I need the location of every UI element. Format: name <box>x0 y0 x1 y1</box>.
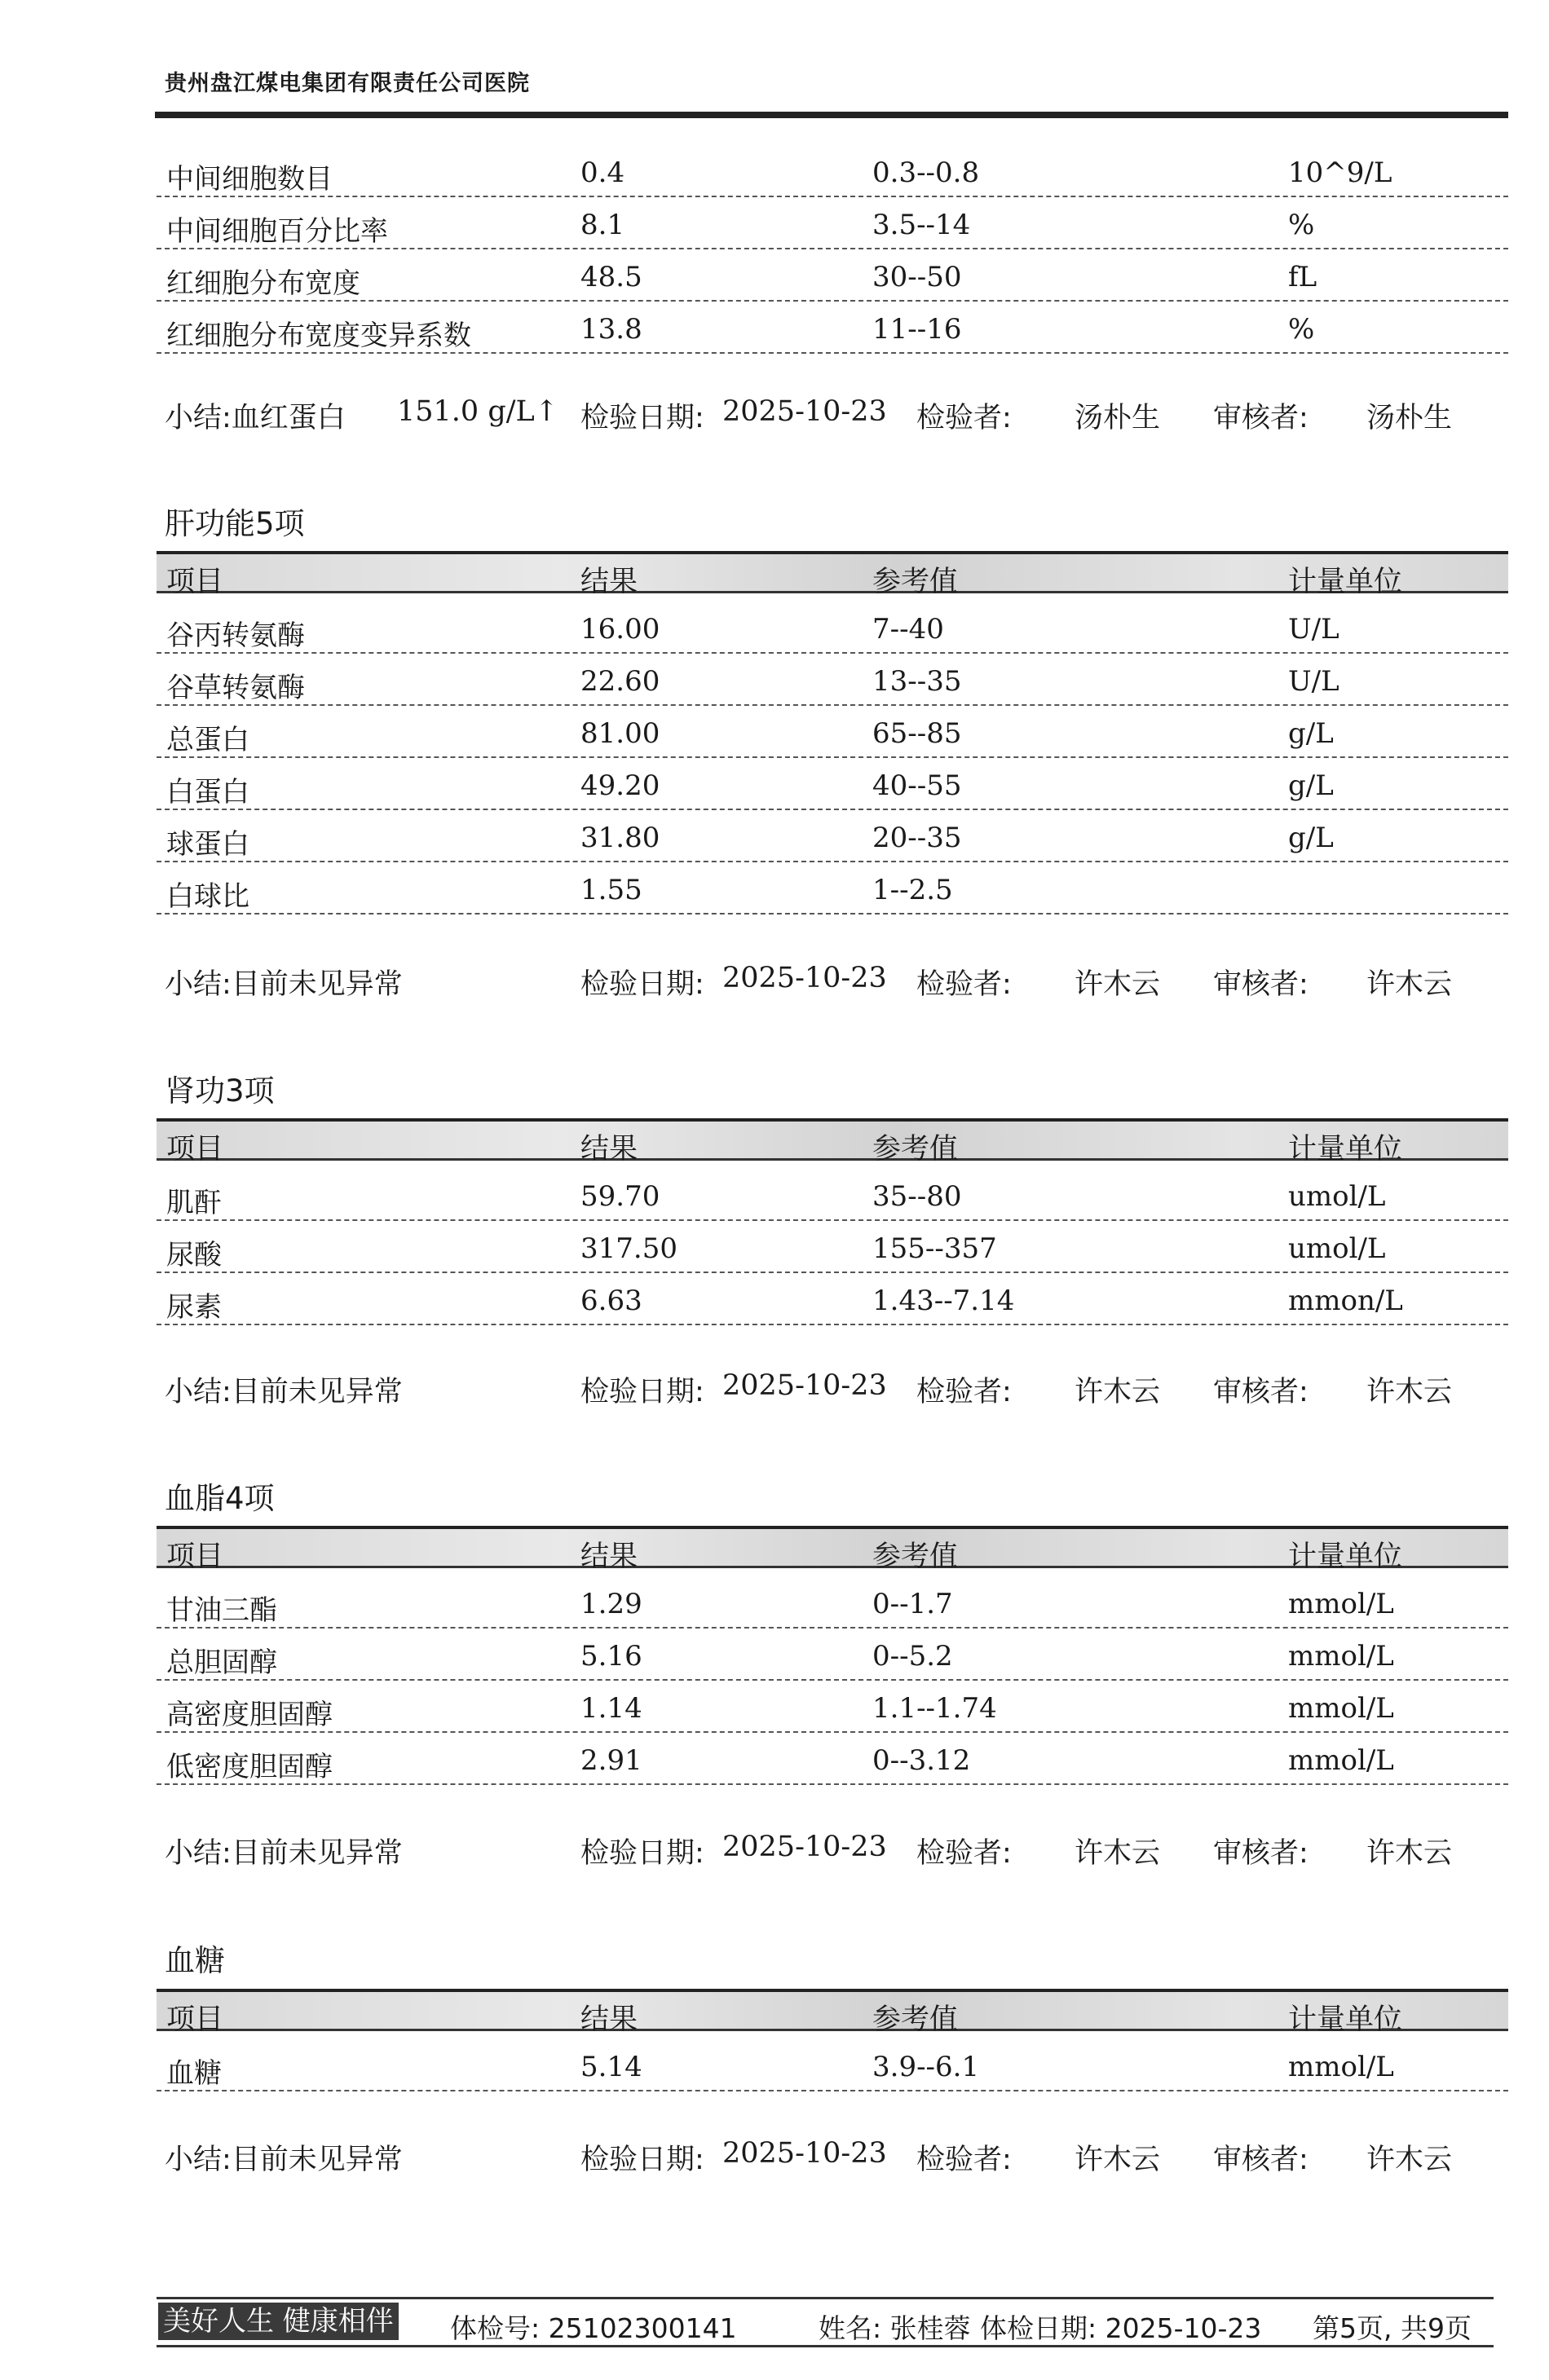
item-ref: 3.9--6.1 <box>872 2051 980 2083</box>
col-ref: 参考值 <box>872 566 959 598</box>
inspector-label: 检验者: <box>916 1837 1012 1870</box>
item-name: 球蛋白 <box>166 828 249 861</box>
summary-text: 小结:目前未见异常 <box>165 1376 403 1408</box>
table-header <box>157 1526 1508 1573</box>
item-result: 2.91 <box>580 1744 642 1777</box>
col-item: 项目 <box>166 566 224 598</box>
table-row <box>157 1629 1508 1681</box>
table-row <box>157 1221 1508 1273</box>
item-result: 16.00 <box>580 613 660 646</box>
col-ref: 参考值 <box>872 1133 959 1166</box>
table-header <box>157 551 1508 598</box>
item-name: 红细胞分布宽度 <box>166 267 360 300</box>
reviewer-label: 审核者: <box>1213 402 1308 434</box>
item-ref: 1.1--1.74 <box>872 1692 997 1725</box>
section-title-liver: 肝功能5项 <box>165 506 305 541</box>
summary-blood <box>0 395 1549 436</box>
table-row <box>157 2039 1508 2091</box>
item-name: 高密度胆固醇 <box>166 1699 333 1731</box>
section-title-glucose: 血糖 <box>165 1943 225 1978</box>
item-ref: 155--357 <box>872 1232 997 1265</box>
item-ref: 11--16 <box>872 313 962 346</box>
inspector-label: 检验者: <box>916 1376 1012 1408</box>
item-ref: 0--1.7 <box>872 1588 953 1620</box>
item-unit: % <box>1288 209 1315 241</box>
reviewer-name: 汤朴生 <box>1366 402 1453 434</box>
reviewer-label: 审核者: <box>1213 1837 1308 1870</box>
reviewer-name: 许木云 <box>1366 1376 1453 1408</box>
item-unit: g/L <box>1288 769 1334 802</box>
item-ref: 1--2.5 <box>872 874 953 906</box>
item-name: 谷丙转氨酶 <box>166 619 305 652</box>
item-name: 中间细胞数目 <box>166 163 333 196</box>
table-header <box>157 1118 1508 1166</box>
item-name: 白蛋白 <box>166 776 249 809</box>
item-result: 8.1 <box>580 209 625 241</box>
col-unit: 计量单位 <box>1288 1540 1403 1573</box>
exam-date: 2025-10-23 <box>722 962 887 994</box>
table-row <box>157 1576 1508 1629</box>
col-unit: 计量单位 <box>1288 2003 1403 2036</box>
item-unit: U/L <box>1288 665 1339 698</box>
summary-text: 小结:血红蛋白 <box>165 402 346 434</box>
inspector-name: 许木云 <box>1075 2144 1161 2176</box>
item-result: 0.4 <box>580 156 625 189</box>
item-name: 尿酸 <box>166 1239 222 1272</box>
date-label: 检验日期: <box>580 1837 704 1870</box>
item-result: 81.00 <box>580 717 660 750</box>
item-ref: 1.43--7.14 <box>872 1285 1015 1317</box>
page-number: 第5页, 共9页 <box>1313 2312 1472 2344</box>
item-result: 49.20 <box>580 769 660 802</box>
item-unit: mmol/L <box>1288 1640 1394 1673</box>
date-label: 检验日期: <box>580 968 704 1001</box>
item-unit: mmol/L <box>1288 1744 1394 1777</box>
section-title-lipid: 血脂4项 <box>165 1481 275 1516</box>
col-ref: 参考值 <box>872 2003 959 2036</box>
table-row <box>157 197 1508 249</box>
item-unit: g/L <box>1288 717 1334 750</box>
item-ref: 20--35 <box>872 822 962 854</box>
item-ref: 40--55 <box>872 769 962 802</box>
summary-text: 小结:目前未见异常 <box>165 2144 403 2176</box>
item-unit: g/L <box>1288 822 1334 854</box>
item-name: 中间细胞百分比率 <box>166 215 388 248</box>
inspector-label: 检验者: <box>916 402 1012 434</box>
reviewer-name: 许木云 <box>1366 968 1453 1001</box>
reviewer-name: 许木云 <box>1366 2144 1453 2176</box>
summary-text: 小结:目前未见异常 <box>165 968 403 1001</box>
exam-date: 2025-10-23 <box>722 2137 887 2170</box>
item-result: 5.16 <box>580 1640 642 1673</box>
item-unit: mmon/L <box>1288 1285 1403 1317</box>
col-result: 结果 <box>580 566 638 598</box>
item-name: 总蛋白 <box>166 724 249 756</box>
table-row <box>157 758 1508 810</box>
table-row <box>157 145 1508 197</box>
section-title-kidney: 肾功3项 <box>165 1073 275 1108</box>
item-ref: 7--40 <box>872 613 944 646</box>
item-result: 13.8 <box>580 313 642 346</box>
exam-date: 2025-10-23 <box>722 395 887 428</box>
col-result: 结果 <box>580 1540 638 1573</box>
item-ref: 0--3.12 <box>872 1744 971 1777</box>
col-result: 结果 <box>580 2003 638 2036</box>
exam-number: 体检号: 25102300141 <box>450 2312 737 2344</box>
summary-text: 小结:目前未见异常 <box>165 1837 403 1870</box>
item-unit: mmol/L <box>1288 1692 1394 1725</box>
item-ref: 3.5--14 <box>872 209 971 241</box>
page-footer <box>157 2297 1494 2347</box>
exam-date: 2025-10-23 <box>722 1831 887 1863</box>
item-result: 1.14 <box>580 1692 642 1725</box>
col-item: 项目 <box>166 1133 224 1166</box>
table-row <box>157 1733 1508 1785</box>
date-label: 检验日期: <box>580 1376 704 1408</box>
footer-exam-date: 体检日期: 2025-10-23 <box>980 2312 1262 2344</box>
item-name: 尿素 <box>166 1291 222 1324</box>
item-ref: 0.3--0.8 <box>872 156 980 189</box>
item-name: 白球比 <box>166 880 249 913</box>
item-result: 31.80 <box>580 822 660 854</box>
exam-date: 2025-10-23 <box>722 1369 887 1402</box>
date-label: 检验日期: <box>580 402 704 434</box>
reviewer-label: 审核者: <box>1213 1376 1308 1408</box>
summary-lipid <box>0 1831 1549 1871</box>
reviewer-label: 审核者: <box>1213 2144 1308 2176</box>
item-unit: 10^9/L <box>1288 156 1392 189</box>
inspector-label: 检验者: <box>916 2144 1012 2176</box>
inspector-name: 许木云 <box>1075 968 1161 1001</box>
inspector-name: 汤朴生 <box>1075 402 1161 434</box>
col-result: 结果 <box>580 1133 638 1166</box>
summary-liver <box>0 962 1549 1003</box>
item-ref: 0--5.2 <box>872 1640 953 1673</box>
summary-value: 151.0 g/L↑ <box>397 395 559 428</box>
item-name: 总胆固醇 <box>166 1646 277 1679</box>
item-unit: mmol/L <box>1288 1588 1394 1620</box>
item-unit: U/L <box>1288 613 1339 646</box>
item-name: 甘油三酯 <box>166 1594 277 1627</box>
table-row <box>157 1273 1508 1325</box>
inspector-name: 许木云 <box>1075 1376 1161 1408</box>
item-ref: 30--50 <box>872 261 962 293</box>
item-name: 谷草转氨酶 <box>166 672 305 704</box>
inspector-label: 检验者: <box>916 968 1012 1001</box>
item-unit: umol/L <box>1288 1180 1386 1213</box>
patient-name: 姓名: 张桂蓉 <box>819 2312 971 2344</box>
inspector-name: 许木云 <box>1075 1837 1161 1870</box>
table-row <box>157 249 1508 302</box>
date-label: 检验日期: <box>580 2144 704 2176</box>
table-row <box>157 602 1508 654</box>
item-name: 肌酐 <box>166 1187 222 1219</box>
item-result: 6.63 <box>580 1285 642 1317</box>
col-item: 项目 <box>166 2003 224 2036</box>
table-row <box>157 1169 1508 1221</box>
item-unit: fL <box>1288 261 1317 293</box>
table-row <box>157 1681 1508 1733</box>
item-unit: umol/L <box>1288 1232 1386 1265</box>
table-row <box>157 654 1508 706</box>
item-ref: 35--80 <box>872 1180 962 1213</box>
reviewer-label: 审核者: <box>1213 968 1308 1001</box>
item-result: 317.50 <box>580 1232 677 1265</box>
item-name: 低密度胆固醇 <box>166 1751 333 1783</box>
item-result: 5.14 <box>580 2051 642 2083</box>
item-result: 1.55 <box>580 874 642 906</box>
item-result: 22.60 <box>580 665 660 698</box>
col-unit: 计量单位 <box>1288 566 1403 598</box>
item-unit: mmol/L <box>1288 2051 1394 2083</box>
table-header <box>157 1989 1508 2036</box>
header-rule <box>155 112 1508 118</box>
hospital-name: 贵州盘江煤电集团有限责任公司医院 <box>165 71 530 96</box>
item-result: 59.70 <box>580 1180 660 1213</box>
col-item: 项目 <box>166 1540 224 1573</box>
table-row <box>157 810 1508 862</box>
item-unit: % <box>1288 313 1315 346</box>
item-name: 血糖 <box>166 2057 222 2090</box>
table-row <box>157 862 1508 915</box>
item-result: 1.29 <box>580 1588 642 1620</box>
col-unit: 计量单位 <box>1288 1133 1403 1166</box>
col-ref: 参考值 <box>872 1540 959 1573</box>
item-result: 48.5 <box>580 261 642 293</box>
summary-kidney <box>0 1369 1549 1410</box>
item-name: 红细胞分布宽度变异系数 <box>166 320 471 352</box>
footer-slogan: 美好人生 健康相伴 <box>158 2303 399 2340</box>
summary-glucose <box>0 2137 1549 2178</box>
item-ref: 13--35 <box>872 665 962 698</box>
table-row <box>157 302 1508 354</box>
table-row <box>157 706 1508 758</box>
item-ref: 65--85 <box>872 717 962 750</box>
reviewer-name: 许木云 <box>1366 1837 1453 1870</box>
